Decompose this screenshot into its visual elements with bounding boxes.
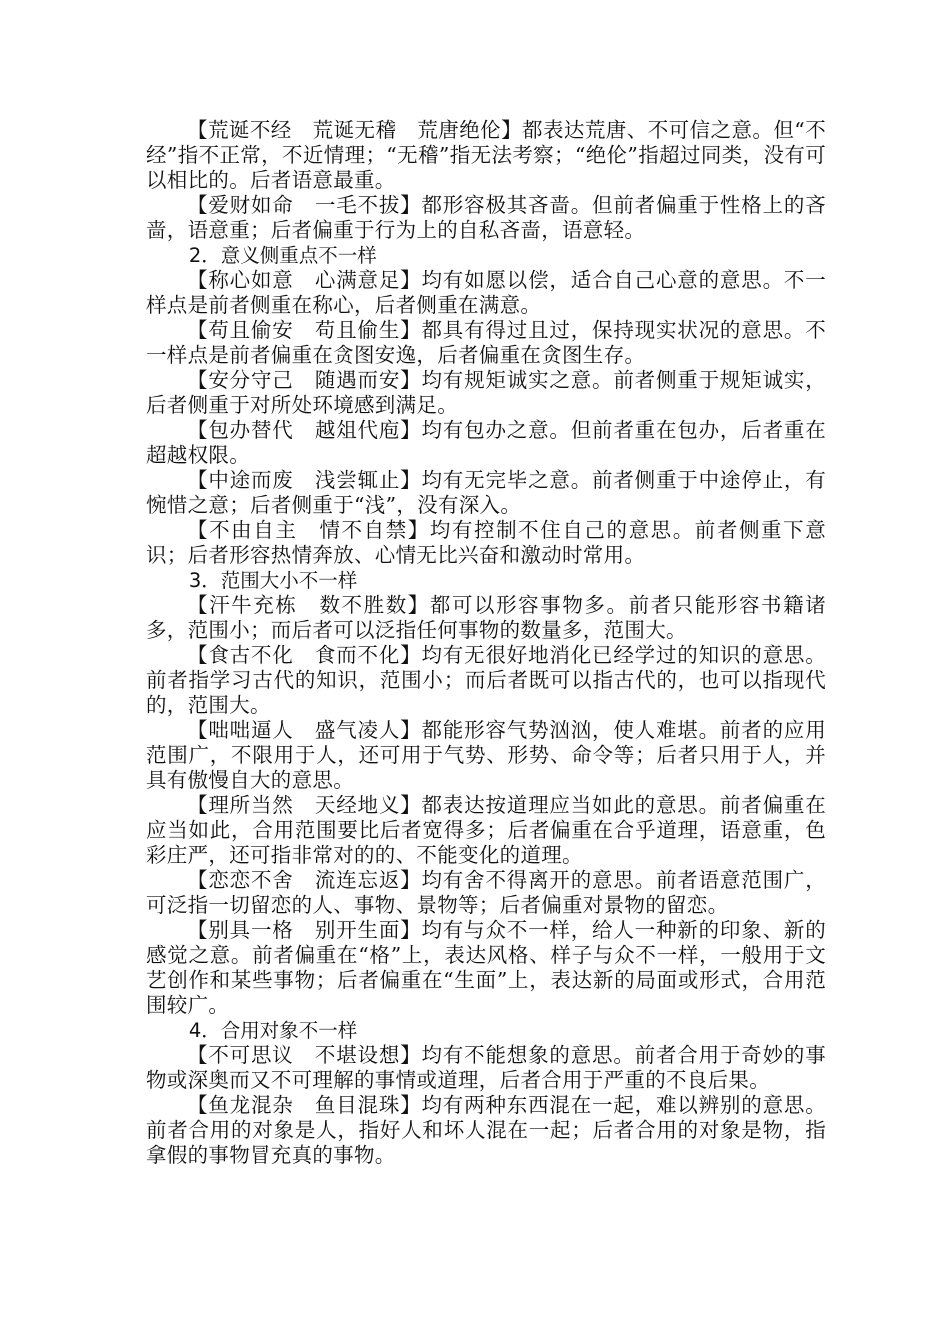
paragraph-hanniu: 【汗牛充栋 数不胜数】都可以形容事物多。前者只能形容书籍诸多，范围小；而后者可以泛指任何事物的数量多，范围大。: [146, 593, 826, 642]
paragraph-baoban: 【包办替代 越俎代庖】均有包办之意。但前者重在包办，后者重在超越权限。: [146, 418, 826, 467]
paragraph-aicai: 【爱财如命 一毛不拔】都形容极其吝啬。但前者偏重于性格上的吝啬，语意重；后者偏重于行为上的自私吝啬，语意轻。: [146, 193, 826, 242]
paragraph-zhongtu: 【中途而废 浅尝辄止】均有无完毕之意。前者侧重于中途停止，有惋惜之意；后者侧重于“浅”，没有深入。: [146, 468, 826, 517]
section-heading-4: 4．合用对象不一样: [188, 1019, 358, 1042]
section-heading-2: 2．意义侧重点不一样: [188, 244, 377, 267]
paragraph-duoduo: 【咄咄逼人 盛气凌人】都能形容气势汹汹，使人难堪。前者的应用范围广，不限用于人，还可用于气势、形势、命令等；后者只用于人，并具有傲慢自大的意思。: [146, 718, 826, 792]
document-body: [146, 118, 826, 1168]
paragraph-biejv: 【别具一格 别开生面】均有与众不一样，给人一种新的印象、新的感觉之意。前者偏重在“格”上，表达风格、样子与众不一样，一般用于文艺创作和某些事物；后者偏重在“生面”上，表达新的局面或形式，合用范围较广。: [146, 918, 826, 1017]
paragraph-lianlian: 【恋恋不舍 流连忘返】均有舍不得离开的意思。前者语意范围广，可泛指一切留恋的人、事物、景物等；后者偏重对景物的留恋。: [146, 868, 826, 917]
paragraph-shigu: 【食古不化 食而不化】均有无很好地消化已经学过的知识的意思。前者指学习古代的知识，范围小；而后者既可以指古代的，也可以指现代的，范围大。: [146, 643, 826, 717]
section-heading-3: 3．范围大小不一样: [188, 569, 358, 592]
paragraph-anfen: 【安分守己 随遇而安】均有规矩诚实之意。前者侧重于规矩诚实，后者侧重于对所处环境感到满足。: [146, 368, 826, 417]
paragraph-chenxin: 【称心如意 心满意足】均有如愿以偿，适合自己心意的意思。不一样点是前者侧重在称心，后者侧重在满意。: [146, 268, 826, 317]
paragraph-buyou: 【不由自主 情不自禁】均有控制不住自己的意思。前者侧重下意识；后者形容热情奔放、心情无比兴奋和激动时常用。: [146, 518, 826, 567]
paragraph-yulong: 【鱼龙混杂 鱼目混珠】均有两种东西混在一起，难以辨别的意思。前者合用的对象是人，指好人和坏人混在一起；后者合用的对象是物，指拿假的事物冒充真的事物。: [146, 1093, 826, 1167]
paragraph-lisuo: 【理所当然 天经地义】都表达按道理应当如此的意思。前者偏重在应当如此，合用范围要比后者宽得多；后者偏重在合乎道理，语意重，色彩庄严，还可指非常对的的、不能变化的道理。: [146, 793, 826, 867]
paragraph-bukesiyi: 【不可思议 不堪设想】均有不能想象的意思。前者合用于奇妙的事物或深奥而又不可理解的事情或道理，后者合用于严重的不良后果。: [146, 1043, 826, 1092]
paragraph-huangdan: 【荒诞不经 荒诞无稽 荒唐绝伦】都表达荒唐、不可信之意。但“不经”指不正常，不近情理；“无稽”指无法考察；“绝伦”指超过同类，没有可以相比的。后者语意最重。: [146, 118, 826, 192]
paragraph-gouqie: 【苟且偷安 苟且偷生】都具有得过且过，保持现实状况的意思。不一样点是前者偏重在贪图安逸，后者偏重在贪图生存。: [146, 318, 826, 367]
